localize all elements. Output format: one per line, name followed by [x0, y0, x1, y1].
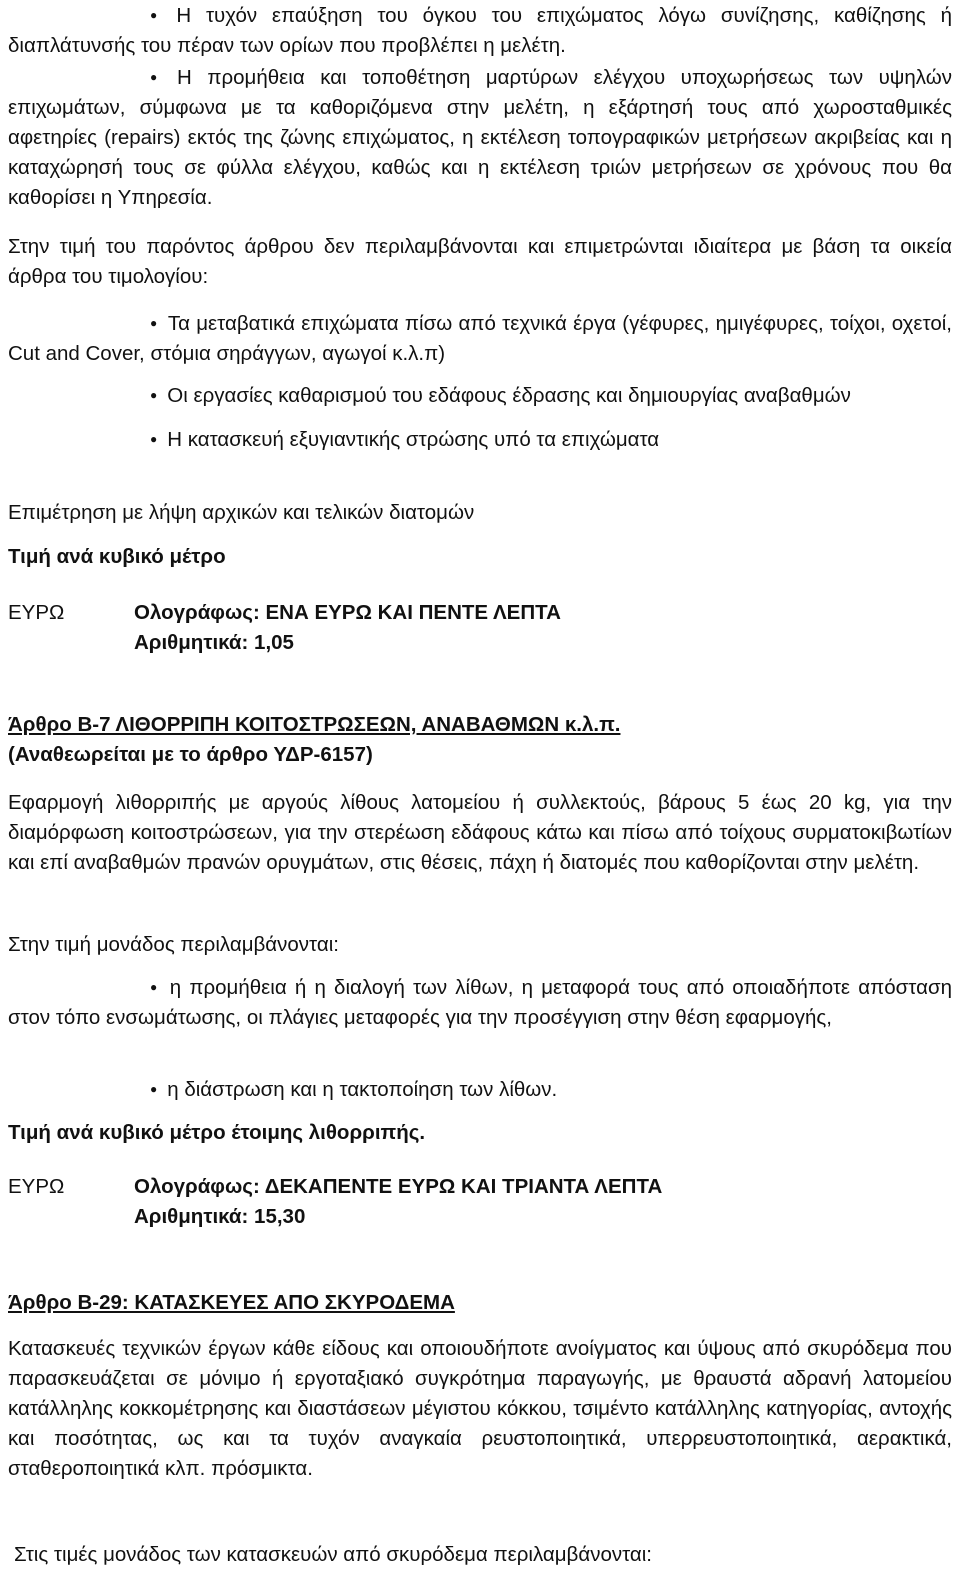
article-b7-body: Εφαρμογή λιθορριπής με αργούς λίθους λατομείου ή συλλεκτούς, βάρους 5 έως 20 kg, για την διαμόρφωση κοιτοστρώσεων, για την στερέωση εδάφους κάτω και πίσω από τοίχους συρματοκιβωτίων και επί αναβαθμών πρανών ορυγμάτων, στις θέσεις, πάχη ή διατομές που καθορίζονται στην μελέτη. — [8, 791, 952, 874]
currency-label: ΕΥΡΩ — [8, 1175, 65, 1198]
not-included-paragraph: Στην τιμή του παρόντος άρθρου δεν περιλαμβάνονται και επιμετρώνται ιδιαίτερα με βάση τα οικεία άρθρα του τιμολογίου: — [8, 235, 952, 288]
bullet-transition-fills: ● Τα μεταβατικά επιχώματα πίσω από τεχνικά έργα (γέφυρες, ημιγέφυρες, τοίχοι, οχετοί, Cut and Cover, στόμια σηράγγων, αγωγοί κ.λ.π) — [8, 308, 952, 369]
currency-label: ΕΥΡΩ — [8, 601, 65, 624]
price-in-numbers: Αριθμητικά: 1,05 — [134, 631, 294, 654]
bullet-stone-placement: ● η διάστρωση και η τακτοποίηση των λίθων. — [8, 1074, 952, 1105]
article-b29-included-label: Στις τιμές μονάδος των κατασκευών από σκυρόδεμα περιλαμβάνονται: — [14, 1543, 653, 1566]
article-b29-title: Άρθρο Β-29: ΚΑΤΑΣΚΕΥΕΣ ΑΠΟ ΣΚΥΡΟΔΕΜΑ — [8, 1291, 455, 1314]
price-in-words: Ολογράφως: ΔΕΚΑΠΕΝΤΕ ΕΥΡΩ ΚΑΙ ΤΡΙΑΝΤΑ ΛΕΠΤΑ — [134, 1175, 663, 1198]
bullet-monitoring-markers: ● Η προμήθεια και τοποθέτηση μαρτύρων ελέγχου υποχωρήσεως των υψηλών επιχωμάτων, σύμφωνα με τα καθοριζόμενα στην μελέτη, η εξάρτησή τους από χωροσταθμικές αφετηρίες (repairs) εκτός της ζώνης επιχώματος, η εκτέλεση τοπογραφικών μετρήσεων ακριβείας και η καταχώρησή τους σε φύλλα ελέγχου, καθώς και η εκτέλεση τριών μετρήσεων σε χρόνους που θα καθορίσει η Υπηρεσία. — [8, 62, 952, 213]
unit-price-label: Τιμή ανά κυβικό μέτρο — [8, 545, 226, 568]
price-in-numbers: Αριθμητικά: 15,30 — [134, 1205, 306, 1228]
article-b29-body: Κατασκευές τεχνικών έργων κάθε είδους και οποιουδήποτε ανοίγματος και ύψους από σκυρόδεμα που παρασκευάζεται σε μόνιμο ή εργοταξιακό συγκρότημα παραγωγής, με θραυστά αδρανή λατομείου κατάλληλης κοκκομέτρησης και διαστάσεων μέγιστου κόκκου, τσιμέντο κατάλληλης κατηγορίας, αντοχής και ποσότητας, ως και τα τυχόν αναγκαία ρευστοποιητικά, υπερρευστοποιητικά, αερακτικά, σταθεροποιητικά κλπ. πρόσμικτα. — [8, 1337, 952, 1480]
bullet-improvement-layer: ● Η κατασκευή εξυγιαντικής στρώσης υπό τα επιχώματα — [8, 424, 952, 455]
article-b7-reference: (Αναθεωρείται με το άρθρο ΥΔΡ-6157) — [8, 743, 373, 766]
bullet-settlement: ● Η τυχόν επαύξηση του όγκου του επιχώματος λόγω συνίζησης, καθίζησης ή διαπλάτυνσής του πέραν των ορίων που προβλέπει η μελέτη. — [8, 0, 952, 61]
bullet-stone-supply: ● η προμήθεια ή η διαλογή των λίθων, η μεταφορά τους από οποιαδήποτε απόσταση στον τόπο ενσωμάτωσης, οι πλάγιες μεταφορές για την προσέγγιση στην θέση εφαρμογής, — [8, 972, 952, 1033]
article-b7-unit-price-label: Τιμή ανά κυβικό μέτρο έτοιμης λιθορριπής. — [8, 1121, 426, 1144]
article-b7-included-label: Στην τιμή μονάδος περιλαμβάνονται: — [8, 933, 339, 956]
article-b7-title: Άρθρο Β-7 ΛΙΘΟΡΡΙΠΗ ΚΟΙΤΟΣΤΡΩΣΕΩΝ, ΑΝΑΒΑΘΜΩΝ κ.λ.π. — [8, 713, 621, 736]
bullet-ground-clearing: ● Οι εργασίες καθαρισμού του εδάφους έδρασης και δημιουργίας αναβαθμών — [8, 380, 952, 411]
measurement-text: Επιμέτρηση με λήψη αρχικών και τελικών διατομών — [8, 501, 475, 524]
price-in-words: Ολογράφως: ΕΝΑ ΕΥΡΩ ΚΑΙ ΠΕΝΤΕ ΛΕΠΤΑ — [134, 601, 561, 624]
